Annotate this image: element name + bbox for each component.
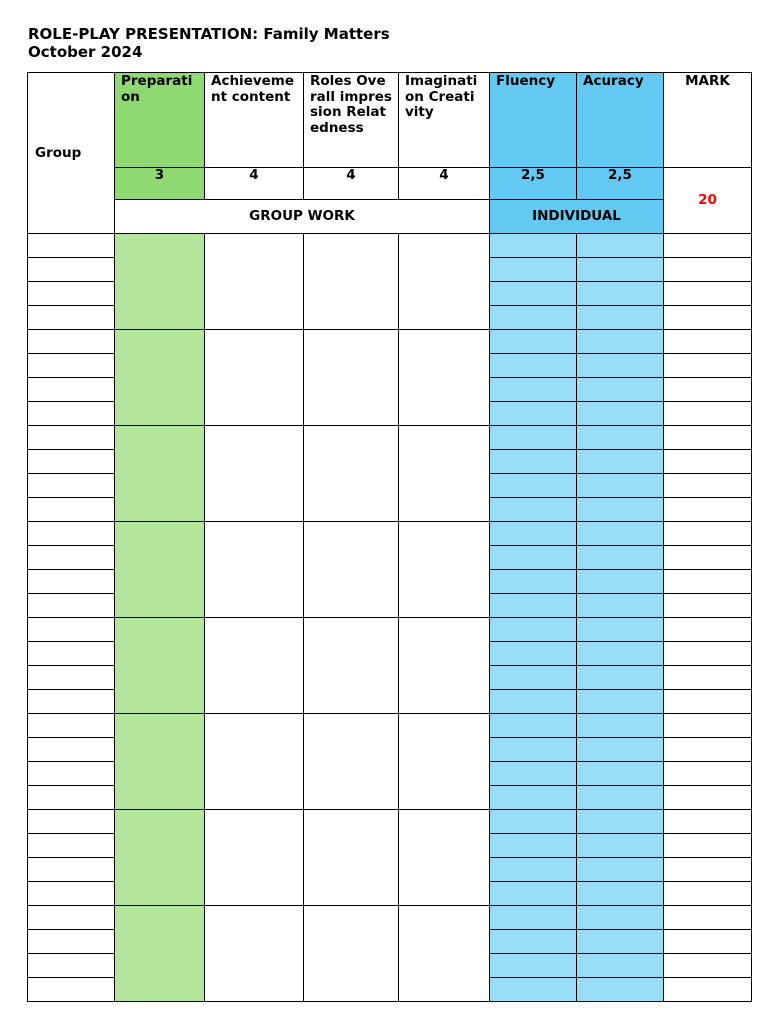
fluency-score-cell[interactable]	[490, 330, 577, 354]
mark-cell[interactable]	[664, 834, 752, 858]
roles-score-cell[interactable]	[304, 810, 399, 906]
section-individual: INDIVIDUAL	[490, 200, 664, 234]
imagination-score-cell[interactable]	[399, 810, 490, 906]
fluency-score-cell[interactable]	[490, 378, 577, 402]
fluency-score-cell[interactable]	[490, 738, 577, 762]
title-line-1: ROLE-PLAY PRESENTATION: Family Matters	[28, 25, 390, 43]
achievement-score-cell[interactable]	[205, 426, 304, 522]
acuracy-score-cell[interactable]	[577, 234, 664, 258]
mark-cell[interactable]	[664, 378, 752, 402]
group-member-cell[interactable]	[28, 834, 115, 858]
preparation-score-cell[interactable]	[115, 426, 205, 522]
points-achievement-content: 4	[205, 168, 304, 200]
table-row	[28, 426, 752, 450]
mark-cell[interactable]	[664, 738, 752, 762]
group-member-cell[interactable]	[28, 522, 115, 546]
mark-cell[interactable]	[664, 954, 752, 978]
group-header: Group	[28, 73, 115, 234]
table-row	[28, 522, 752, 546]
fluency-score-cell[interactable]	[490, 546, 577, 570]
preparation-score-cell[interactable]	[115, 234, 205, 330]
achievement-score-cell[interactable]	[205, 618, 304, 714]
group-member-cell[interactable]	[28, 498, 115, 522]
imagination-score-cell[interactable]	[399, 522, 490, 618]
acuracy-score-cell[interactable]	[577, 402, 664, 426]
imagination-score-cell[interactable]	[399, 906, 490, 1002]
points-preparation: 3	[115, 168, 205, 200]
group-member-cell[interactable]	[28, 786, 115, 810]
group-member-cell[interactable]	[28, 234, 115, 258]
preparation-score-cell[interactable]	[115, 714, 205, 810]
header-roles-overall-impression: Roles Overall impression Relatedness	[304, 73, 399, 168]
preparation-score-cell[interactable]	[115, 330, 205, 426]
acuracy-score-cell[interactable]	[577, 258, 664, 282]
fluency-score-cell[interactable]	[490, 498, 577, 522]
group-member-cell[interactable]	[28, 330, 115, 354]
roles-score-cell[interactable]	[304, 330, 399, 426]
mark-cell[interactable]	[664, 810, 752, 834]
mark-cell[interactable]	[664, 546, 752, 570]
mark-cell[interactable]	[664, 618, 752, 642]
fluency-score-cell[interactable]	[490, 282, 577, 306]
imagination-score-cell[interactable]	[399, 426, 490, 522]
points-fluency: 2,5	[490, 168, 577, 200]
mark-cell[interactable]	[664, 786, 752, 810]
points-acuracy: 2,5	[577, 168, 664, 200]
roles-score-cell[interactable]	[304, 522, 399, 618]
document-title	[28, 25, 390, 61]
roles-score-cell[interactable]	[304, 426, 399, 522]
fluency-score-cell[interactable]	[490, 978, 577, 1002]
acuracy-score-cell[interactable]	[577, 858, 664, 882]
fluency-score-cell[interactable]	[490, 306, 577, 330]
acuracy-score-cell[interactable]	[577, 546, 664, 570]
group-member-cell[interactable]	[28, 570, 115, 594]
table-row	[28, 714, 752, 738]
acuracy-score-cell[interactable]	[577, 834, 664, 858]
acuracy-score-cell[interactable]	[577, 906, 664, 930]
mark-cell[interactable]	[664, 330, 752, 354]
grading-table	[27, 72, 752, 1002]
mark-cell[interactable]	[664, 234, 752, 258]
mark-cell[interactable]	[664, 690, 752, 714]
acuracy-score-cell[interactable]	[577, 882, 664, 906]
group-member-cell[interactable]	[28, 762, 115, 786]
acuracy-score-cell[interactable]	[577, 954, 664, 978]
mark-cell[interactable]	[664, 930, 752, 954]
roles-score-cell[interactable]	[304, 714, 399, 810]
fluency-score-cell[interactable]	[490, 666, 577, 690]
group-member-cell[interactable]	[28, 882, 115, 906]
fluency-score-cell[interactable]	[490, 834, 577, 858]
mark-cell[interactable]	[664, 282, 752, 306]
mark-cell[interactable]	[664, 450, 752, 474]
acuracy-score-cell[interactable]	[577, 306, 664, 330]
acuracy-score-cell[interactable]	[577, 354, 664, 378]
fluency-score-cell[interactable]	[490, 762, 577, 786]
group-member-cell[interactable]	[28, 474, 115, 498]
group-member-cell[interactable]	[28, 354, 115, 378]
acuracy-score-cell[interactable]	[577, 666, 664, 690]
fluency-score-cell[interactable]	[490, 402, 577, 426]
group-member-cell[interactable]	[28, 978, 115, 1002]
title-line-2: October 2024	[28, 43, 143, 61]
mark-cell[interactable]	[664, 594, 752, 618]
points-roles: 4	[304, 168, 399, 200]
header-imagination-creativity: Imagination Creativity	[399, 73, 490, 168]
group-member-cell[interactable]	[28, 666, 115, 690]
fluency-score-cell[interactable]	[490, 954, 577, 978]
mark-cell[interactable]	[664, 402, 752, 426]
acuracy-score-cell[interactable]	[577, 810, 664, 834]
fluency-score-cell[interactable]	[490, 258, 577, 282]
group-member-cell[interactable]	[28, 738, 115, 762]
achievement-score-cell[interactable]	[205, 522, 304, 618]
mark-cell[interactable]	[664, 258, 752, 282]
acuracy-score-cell[interactable]	[577, 498, 664, 522]
mark-cell[interactable]	[664, 762, 752, 786]
fluency-score-cell[interactable]	[490, 858, 577, 882]
fluency-score-cell[interactable]	[490, 714, 577, 738]
header-achievement-content: Achievement content	[205, 73, 304, 168]
group-member-cell[interactable]	[28, 402, 115, 426]
acuracy-score-cell[interactable]	[577, 570, 664, 594]
fluency-score-cell[interactable]	[490, 570, 577, 594]
preparation-score-cell[interactable]	[115, 906, 205, 1002]
group-member-cell[interactable]	[28, 618, 115, 642]
fluency-score-cell[interactable]	[490, 690, 577, 714]
mark-max-value: 20	[664, 168, 752, 234]
acuracy-score-cell[interactable]	[577, 762, 664, 786]
imagination-score-cell[interactable]	[399, 234, 490, 330]
header-mark: MARK	[664, 73, 752, 168]
mark-cell[interactable]	[664, 666, 752, 690]
acuracy-score-cell[interactable]	[577, 978, 664, 1002]
acuracy-score-cell[interactable]	[577, 426, 664, 450]
acuracy-score-cell[interactable]	[577, 786, 664, 810]
group-member-cell[interactable]	[28, 810, 115, 834]
mark-cell[interactable]	[664, 522, 752, 546]
group-member-cell[interactable]	[28, 594, 115, 618]
acuracy-score-cell[interactable]	[577, 714, 664, 738]
achievement-score-cell[interactable]	[205, 714, 304, 810]
group-member-cell[interactable]	[28, 930, 115, 954]
achievement-score-cell[interactable]	[205, 330, 304, 426]
header-fluency: Fluency	[490, 73, 577, 168]
imagination-score-cell[interactable]	[399, 330, 490, 426]
mark-cell[interactable]	[664, 858, 752, 882]
fluency-score-cell[interactable]	[490, 930, 577, 954]
acuracy-score-cell[interactable]	[577, 930, 664, 954]
fluency-score-cell[interactable]	[490, 426, 577, 450]
acuracy-score-cell[interactable]	[577, 450, 664, 474]
points-imagination: 4	[399, 168, 490, 200]
fluency-score-cell[interactable]	[490, 474, 577, 498]
group-member-cell[interactable]	[28, 258, 115, 282]
roles-score-cell[interactable]	[304, 906, 399, 1002]
group-member-cell[interactable]	[28, 426, 115, 450]
preparation-score-cell[interactable]	[115, 618, 205, 714]
fluency-score-cell[interactable]	[490, 522, 577, 546]
fluency-score-cell[interactable]	[490, 810, 577, 834]
group-member-cell[interactable]	[28, 906, 115, 930]
fluency-score-cell[interactable]	[490, 234, 577, 258]
roles-score-cell[interactable]	[304, 618, 399, 714]
fluency-score-cell[interactable]	[490, 594, 577, 618]
mark-cell[interactable]	[664, 906, 752, 930]
group-member-cell[interactable]	[28, 546, 115, 570]
table-row	[28, 234, 752, 258]
fluency-score-cell[interactable]	[490, 906, 577, 930]
mark-cell[interactable]	[664, 306, 752, 330]
acuracy-score-cell[interactable]	[577, 330, 664, 354]
mark-cell[interactable]	[664, 474, 752, 498]
table-row	[28, 906, 752, 930]
mark-cell[interactable]	[664, 882, 752, 906]
preparation-score-cell[interactable]	[115, 810, 205, 906]
acuracy-score-cell[interactable]	[577, 522, 664, 546]
preparation-score-cell[interactable]	[115, 522, 205, 618]
mark-cell[interactable]	[664, 978, 752, 1002]
imagination-score-cell[interactable]	[399, 618, 490, 714]
fluency-score-cell[interactable]	[490, 354, 577, 378]
fluency-score-cell[interactable]	[490, 618, 577, 642]
achievement-score-cell[interactable]	[205, 906, 304, 1002]
mark-cell[interactable]	[664, 354, 752, 378]
acuracy-score-cell[interactable]	[577, 690, 664, 714]
fluency-score-cell[interactable]	[490, 786, 577, 810]
group-member-cell[interactable]	[28, 690, 115, 714]
mark-cell[interactable]	[664, 642, 752, 666]
mark-cell[interactable]	[664, 714, 752, 738]
imagination-score-cell[interactable]	[399, 714, 490, 810]
header-preparation: Preparation	[115, 73, 205, 168]
mark-cell[interactable]	[664, 426, 752, 450]
group-member-cell[interactable]	[28, 306, 115, 330]
table-row	[28, 618, 752, 642]
acuracy-score-cell[interactable]	[577, 282, 664, 306]
group-member-cell[interactable]	[28, 858, 115, 882]
roles-score-cell[interactable]	[304, 234, 399, 330]
fluency-score-cell[interactable]	[490, 450, 577, 474]
achievement-score-cell[interactable]	[205, 234, 304, 330]
group-member-cell[interactable]	[28, 714, 115, 738]
achievement-score-cell[interactable]	[205, 810, 304, 906]
acuracy-score-cell[interactable]	[577, 618, 664, 642]
mark-cell[interactable]	[664, 570, 752, 594]
group-member-cell[interactable]	[28, 282, 115, 306]
group-member-cell[interactable]	[28, 378, 115, 402]
acuracy-score-cell[interactable]	[577, 642, 664, 666]
group-member-cell[interactable]	[28, 450, 115, 474]
acuracy-score-cell[interactable]	[577, 738, 664, 762]
mark-cell[interactable]	[664, 498, 752, 522]
table-row	[28, 330, 752, 354]
group-member-cell[interactable]	[28, 954, 115, 978]
group-member-cell[interactable]	[28, 642, 115, 666]
acuracy-score-cell[interactable]	[577, 594, 664, 618]
fluency-score-cell[interactable]	[490, 642, 577, 666]
fluency-score-cell[interactable]	[490, 882, 577, 906]
acuracy-score-cell[interactable]	[577, 474, 664, 498]
header-acuracy: Acuracy	[577, 73, 664, 168]
acuracy-score-cell[interactable]	[577, 378, 664, 402]
table-row	[28, 810, 752, 834]
section-group-work: GROUP WORK	[115, 200, 490, 234]
